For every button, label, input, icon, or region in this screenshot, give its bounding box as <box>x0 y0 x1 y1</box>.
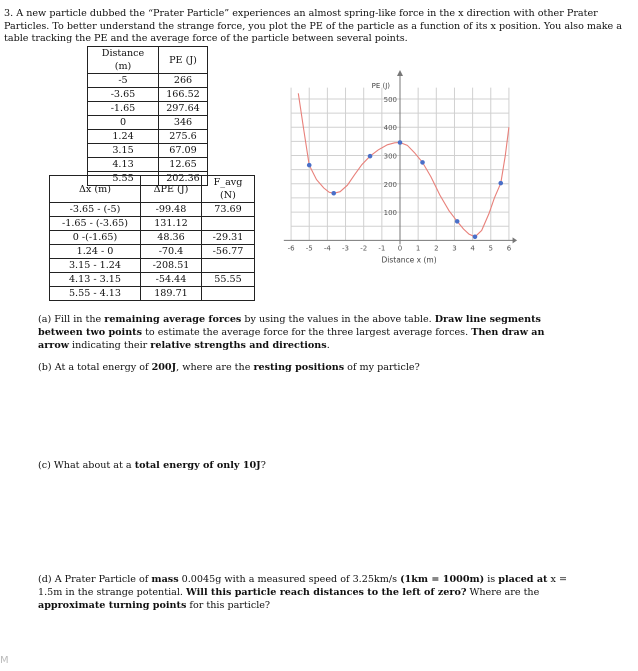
pe-table-cell: 3.15 <box>88 144 159 158</box>
pe-table-cell: 166.52 <box>159 88 208 102</box>
pe-table <box>87 46 208 186</box>
x-tick-label: -1 <box>378 244 386 253</box>
force-table-cell: -1.65 - (-3.65) <box>50 217 141 231</box>
force-table-cell: -56.77 <box>202 245 255 259</box>
x-tick-label: 5 <box>488 244 494 253</box>
pe-table-cell: 67.09 <box>159 144 208 158</box>
pe-table-row <box>88 116 208 130</box>
x-tick-label: 2 <box>434 244 439 253</box>
problem-text: A new particle dubbed the “Prater Particle” experiences an almost spring-like force in the x direction with other Prater Particles. To better understand the strange force, you plot the PE of the particle as a function of its x position. You also make a table tracking the PE and the average force of the particle between several points. <box>4 8 622 45</box>
pe-table-cell: -1.65 <box>88 102 159 116</box>
force-table-cell: 55.55 <box>202 273 255 287</box>
force-table-cell: -99.48 <box>141 203 202 217</box>
problem-number: 3. <box>4 8 14 19</box>
force-table-cell: 189.71 <box>141 287 202 301</box>
pe-table-cell: 0 <box>88 116 159 130</box>
x-tick-label: -2 <box>360 244 368 253</box>
force-table-cell <box>202 259 255 273</box>
pe-table-cell: -3.65 <box>88 88 159 102</box>
force-table-row <box>50 259 255 273</box>
data-point <box>368 154 373 159</box>
x-axis-arrow <box>513 237 518 243</box>
data-point <box>398 140 403 145</box>
force-table-cell: 4.13 - 3.15 <box>50 273 141 287</box>
data-point <box>498 181 503 186</box>
force-table-cell: -54.44 <box>141 273 202 287</box>
question-a: (a) Fill in the remaining average forces by using the values in the above table. Draw line segments between two points to estimate the average force for the three largest average forces. Then draw an arrow indicating their relative strengths and directions. <box>38 314 545 352</box>
pe-table-cell: 202.36 <box>159 172 208 186</box>
pe-table-cell: 275.6 <box>159 130 208 144</box>
y-axis-label: PE (J) <box>371 82 390 90</box>
pe-table-cell: 12.65 <box>159 158 208 172</box>
force-table-cell: 5.55 - 4.13 <box>50 287 141 301</box>
pe-table-cell: 266 <box>159 74 208 88</box>
force-table-cell: 73.69 <box>202 203 255 217</box>
force-table-cell: 1.24 - 0 <box>50 245 141 259</box>
pe-table-row <box>88 130 208 144</box>
force-table-cell: 131.12 <box>141 217 202 231</box>
force-table-cell: 0 -(-1.65) <box>50 231 141 245</box>
force-table-cell: 3.15 - 1.24 <box>50 259 141 273</box>
force-table-header: ΔPE (J) <box>141 176 202 203</box>
force-table-cell <box>202 287 255 301</box>
force-table-row <box>50 203 255 217</box>
x-axis-label: Distance x (m) <box>381 255 437 265</box>
question-d: (d) A Prater Particle of mass 0.0045g with a measured speed of 3.25km/s (1km = 1000m) is placed at x = 1.5m in the strange potential. Will this particle reach distances to the left of zero? Where are the approximate turning points for this particle? <box>38 574 568 612</box>
series-line <box>298 93 509 237</box>
x-tick-label: 1 <box>415 244 421 253</box>
pe-chart <box>268 66 524 266</box>
pe-table-cell: 4.13 <box>88 158 159 172</box>
x-tick-label: 4 <box>470 244 475 253</box>
force-table-cell: -70.4 <box>141 245 202 259</box>
pe-table-row <box>88 102 208 116</box>
problem-intro <box>4 8 632 46</box>
x-tick-label: -5 <box>305 244 313 253</box>
pe-table-cell: 297.64 <box>159 102 208 116</box>
force-table-row <box>50 217 255 231</box>
y-tick-label: 500 <box>383 95 397 104</box>
x-tick-label: -4 <box>323 244 331 253</box>
x-tick-label: 3 <box>452 244 457 253</box>
force-table-header: Δx (m) <box>50 176 141 203</box>
force-table-cell: 48.36 <box>141 231 202 245</box>
data-point <box>455 219 460 224</box>
force-table-cell: -29.31 <box>202 231 255 245</box>
force-table-row <box>50 231 255 245</box>
pe-table-cell: 5.55 <box>88 172 159 186</box>
data-point <box>473 234 478 239</box>
question-b: (b) At a total energy of 200J, where are the resting positions of my particle? <box>38 362 420 373</box>
y-tick-label: 300 <box>383 152 397 161</box>
page-footer-mark: M <box>0 655 9 666</box>
x-tick-label: -3 <box>342 244 350 253</box>
pe-table-cell: -5 <box>88 74 159 88</box>
y-axis-arrow <box>397 70 403 76</box>
pe-table-header: PE (J) <box>159 47 208 74</box>
y-tick-label: 400 <box>383 124 397 133</box>
force-table-cell: -208.51 <box>141 259 202 273</box>
force-table-row <box>50 287 255 301</box>
y-tick-label: 200 <box>383 180 397 189</box>
data-point <box>307 163 312 168</box>
pe-table-row <box>88 74 208 88</box>
y-tick-label: 100 <box>383 209 397 218</box>
pe-table-row <box>88 158 208 172</box>
x-tick-label: 6 <box>506 244 512 253</box>
pe-table-row <box>88 144 208 158</box>
data-point <box>331 191 336 196</box>
x-tick-label: 0 <box>397 244 403 253</box>
x-tick-label: -6 <box>287 244 295 253</box>
force-table-row <box>50 273 255 287</box>
force-table <box>49 175 255 301</box>
force-table-cell <box>202 217 255 231</box>
data-point <box>420 160 425 165</box>
pe-table-cell: 346 <box>159 116 208 130</box>
force-table-header: F_avg (N) <box>202 176 255 203</box>
pe-table-row <box>88 88 208 102</box>
pe-table-cell: 1.24 <box>88 130 159 144</box>
force-table-cell: -3.65 - (-5) <box>50 203 141 217</box>
pe-table-header: Distance (m) <box>88 47 159 74</box>
force-table-row <box>50 245 255 259</box>
question-c: (c) What about at a total energy of only 10J? <box>38 460 266 471</box>
